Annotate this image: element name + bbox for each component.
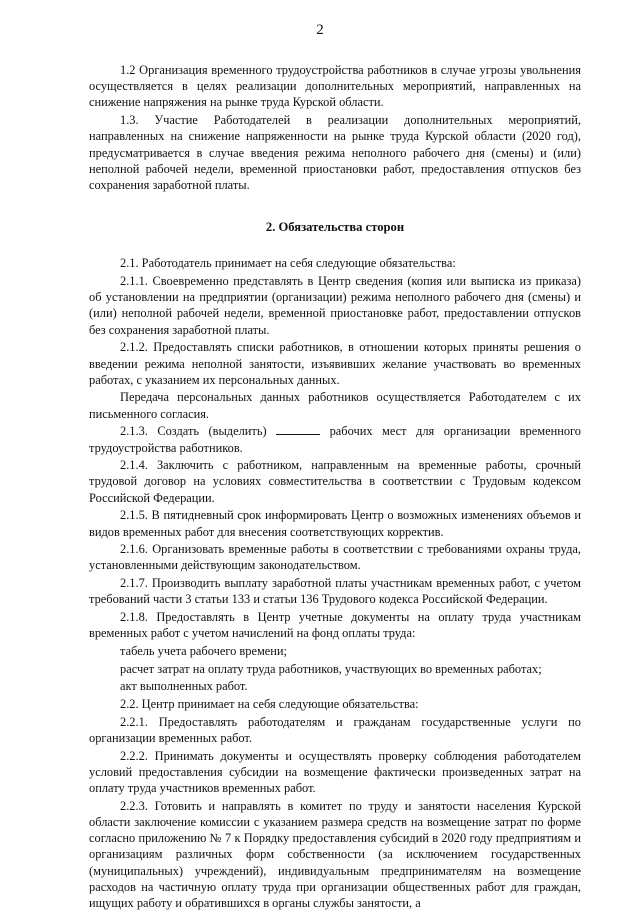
document-body [89,62,581,913]
paragraph-1-2: 1.2 Организация временного трудоустройства работников в случае угрозы увольнения осуществляется в целях реализации дополнительных мероприятий, направленных на снижение напряжения на рынке труда Курской области. [89,63,581,110]
fill-in-blank-line [276,423,320,435]
paragraph-2-1-8: 2.1.8. Предоставлять в Центр учетные документы на оплату труда участникам временных работ с учетом начислений на фонд оплаты труда: [89,610,581,641]
paragraph-1-3: 1.3. Участие Работодателей в реализации дополнительных мероприятий, направленных на снижение напряженности на рынке труда Курской области (2020 год), предусматривается в случае введения режима неполного рабочего дня (смены) и (или) неполной рабочей недели, временной приостановки работ, предоставления отпусков без сохранения заработной платы. [89,113,581,192]
page-number: 2 [316,22,324,38]
section-2-heading: 2. Обязательства сторон [265,220,405,235]
paragraph-2-1-2: 2.1.2. Предоставлять списки работников, в отношении которых приняты решения о введении режима неполной занятости, изъявивших желание участвовать во временных работах, с указанием их персональных данных. [89,340,581,387]
paragraph-2-1-4: 2.1.4. Заключить с работником, направленным на временные работы, срочный трудовой договор на условиях совместительства в соответствии с Трудовым кодексом Российской Федерации. [89,458,581,505]
paragraph-2-2-3: 2.2.3. Готовить и направлять в комитет по труду и занятости населения Курской области заключение комиссии с указанием размера средств на возмещение затрат по форме согласно приложению № 7 к Порядку предоставления субсидий в 2020 году предприятиям и организациям различных форм собственности (за исключением государственных (муниципальных) учреждений), индивидуальным предпринимателям на возмещение расходов на частичную оплату труда при организации общественных работ для граждан, ищущих работу и обратившихся в органы службы занятости, а [89,798,581,911]
paragraph-2-1: 2.1. Работодатель принимает на себя следующие обязательства: [120,256,456,271]
list-item: акт выполненных работ. [120,679,248,694]
paragraph-2-2-1: 2.2.1. Предоставлять работодателям и гражданам государственные услуги по организации временных работ. [89,714,581,746]
paragraph-transfer: Передача персональных данных работников осуществляется Работодателем с их письменного согласия. [89,390,581,421]
paragraph-2-1-5: 2.1.5. В пятидневный срок информировать Центр о возможных изменениях объемов и видов временных работ для внесения соответствующих корректив. [89,508,581,539]
paragraph-2-1-7: 2.1.7. Производить выплату заработной платы участникам временных работ, с учетом требований части 3 статьи 133 и статьи 136 Трудового кодекса Российской Федерации. [89,576,581,607]
list-item: расчет затрат на оплату труда работников, участвующих во временных работах; [120,661,542,676]
paragraph-2-1-6: 2.1.6. Организовать временные работы в соответствии с требованиями охраны труда, установленными действующим законодательством. [89,542,581,573]
paragraph-2-1-3 [89,423,581,455]
paragraph-2-1-3-start: 2.1.3. Создать (выделить) [120,424,267,439]
paragraph-2-1-1: 2.1.1. Своевременно представлять в Центр сведения (копия или выписка из приказа) об установлении на предприятии (организации) режима неполного рабочего дня (смены) и (или) неполной рабочей недели, временной приостановке работ, предоставлении отпусков без сохранения заработной платы. [89,274,581,337]
paragraph-2-2-2: 2.2.2. Принимать документы и осуществлять проверку соблюдения работодателем условий предоставления субсидии на возмещение фактически произведенных затрат на оплату труда участников временных работ. [89,748,581,796]
paragraph-2-1-3-end: рабочих мест для организации временного трудоустройства работников. [89,424,581,455]
list-item: табель учета рабочего времени; [120,644,287,658]
paragraph-2-2: 2.2. Центр принимает на себя следующие обязательства: [120,697,419,712]
